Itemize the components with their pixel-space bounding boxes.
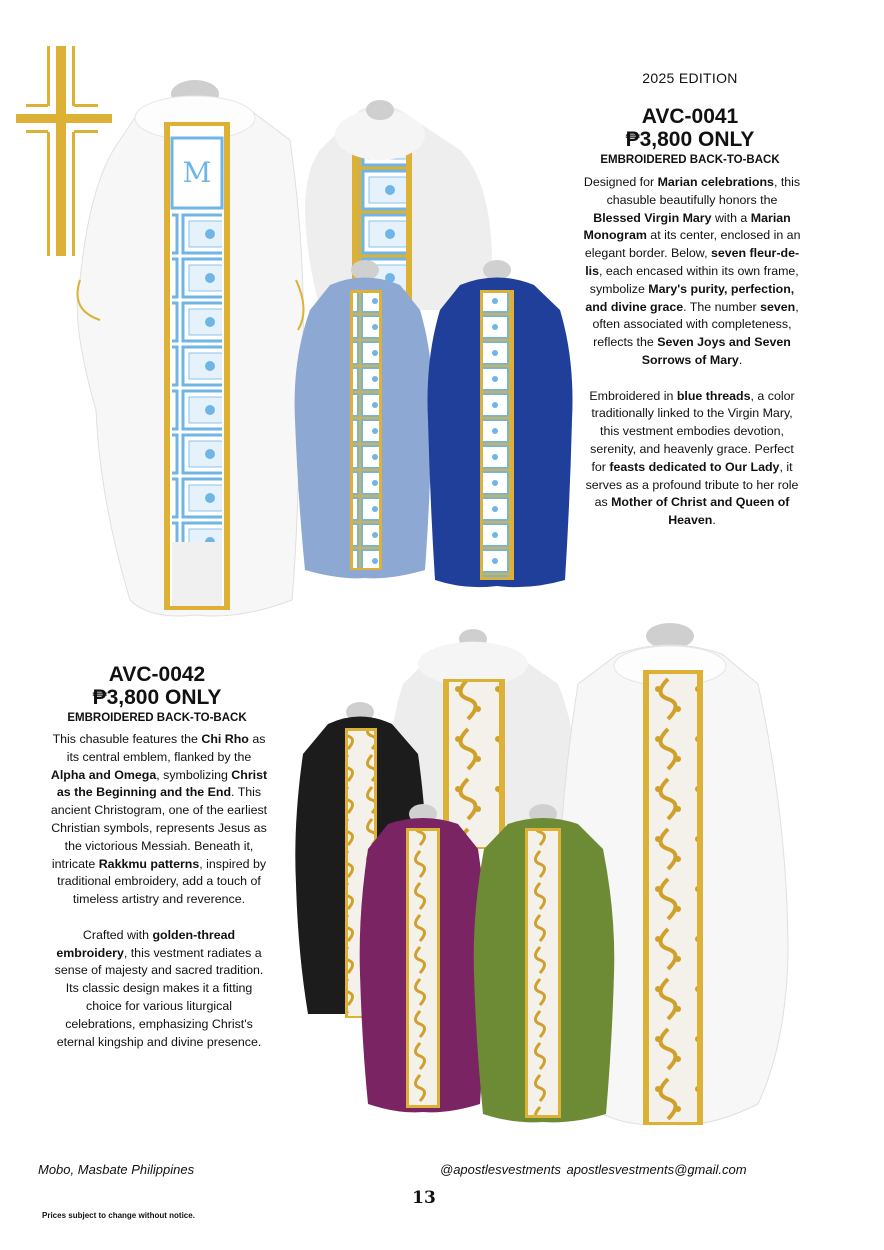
green-chasuble (474, 804, 615, 1122)
emphasis-text: Mother of Christ and Queen of Heaven (611, 495, 790, 528)
emphasis-text: Marian celebrations (657, 175, 774, 189)
product-code: AVC-0041 (641, 105, 739, 128)
emphasis-text: Marian Monogram (583, 210, 791, 243)
body-text: , it serves as a profound tribute to her role as (585, 459, 799, 510)
product-subtitle: EMBROIDERED BACK-TO-BACK (67, 712, 247, 724)
body-text: , symbolizing (156, 767, 232, 782)
body-text: Embroidered in (589, 388, 677, 403)
body-text: , inspired by traditional embroidery, add a touch of timeless artistry and reverence. (57, 856, 267, 907)
svg-text:M: M (182, 156, 212, 189)
royal-blue-chasuble (428, 260, 573, 587)
emphasis-text: Seven Joys and Seven Sorrows of Mary (641, 335, 791, 367)
price-disclaimer: Prices subject to change without notice. (42, 1211, 195, 1220)
product-price: ₱3,800 ONLY (625, 128, 755, 151)
white-chasuble-front (77, 80, 303, 616)
emphasis-text: Mary's purity, perfection, and divine grace (585, 281, 795, 314)
edition-label: 2025 EDITION (642, 70, 738, 86)
description-paragraph (583, 174, 801, 370)
emphasis-text: Alpha and Omega (50, 767, 157, 782)
body-text: Crafted with (82, 927, 153, 942)
chasuble-photo-avc-0042 (288, 624, 798, 1154)
light-blue-chasuble (295, 260, 433, 578)
body-text: . This ancient Christogram, one of the earliest Christian symbols, represents Jesus as the victorious Messiah. Beneath it, intricate (50, 785, 268, 871)
footer-location: Mobo, Masbate Philippines (38, 1162, 195, 1177)
emphasis-text: golden-thread embroidery (56, 927, 236, 960)
body-text: with a (711, 210, 751, 225)
description-paragraph (583, 388, 801, 530)
body-text: . The number (683, 299, 761, 314)
emphasis-text: seven (760, 299, 796, 314)
description-paragraph (50, 927, 268, 1052)
emphasis-text: Blessed Virgin Mary (593, 210, 712, 225)
body-text: , often associated with completeness, reflects the (592, 299, 799, 350)
body-text: as its central emblem, flanked by the (66, 732, 266, 764)
body-text: Designed for (583, 175, 658, 189)
product-code: AVC-0042 (108, 663, 206, 686)
body-text: . (738, 352, 743, 367)
emphasis-text: Rakkmu patterns (98, 856, 200, 871)
emphasis-text: seven fleur-de-lis (585, 246, 800, 278)
description-paragraph (50, 731, 268, 909)
body-text: , this chasuble beautifully honors the (606, 175, 801, 207)
purple-chasuble (360, 804, 487, 1112)
emphasis-text: feasts dedicated to Our Lady (609, 459, 780, 474)
body-text: at its center, enclosed in an elegant border. Below, (584, 228, 801, 261)
emphasis-text: blue threads (676, 388, 751, 403)
emphasis-text: Chi Rho (201, 732, 249, 746)
product-description-avc-0042 (50, 731, 268, 1051)
product-subtitle: EMBROIDERED BACK-TO-BACK (600, 154, 780, 166)
body-text: . (712, 513, 716, 528)
product-price: ₱3,800 ONLY (92, 686, 222, 709)
body-text: This chasuble features the (52, 732, 202, 746)
body-text: , this vestment radiates a sense of majesty and sacred tradition. Its classic design makes it a fitting choice for various liturgical celebrations, emphasizing Christ's eternal kingship and divine presence. (54, 945, 264, 1049)
chasuble-photo-avc-0041 (60, 80, 580, 620)
footer-contact: @apostlesvestments apostlesvestments@gmail.com (440, 1162, 747, 1177)
body-text: , each encased within its own frame, symbolize (589, 263, 799, 296)
page-number: 13 (412, 1188, 436, 1208)
emphasis-text: Christ as the Beginning and the End (56, 767, 268, 800)
body-text: , a color traditionally linked to the Virgin Mary, this vestment embodies devotion, serenity, and heavenly grace. Perfect for (590, 388, 795, 474)
product-description-avc-0041 (583, 174, 801, 530)
product-header-avc-0041 (590, 105, 790, 168)
product-header-avc-0042 (52, 663, 262, 726)
